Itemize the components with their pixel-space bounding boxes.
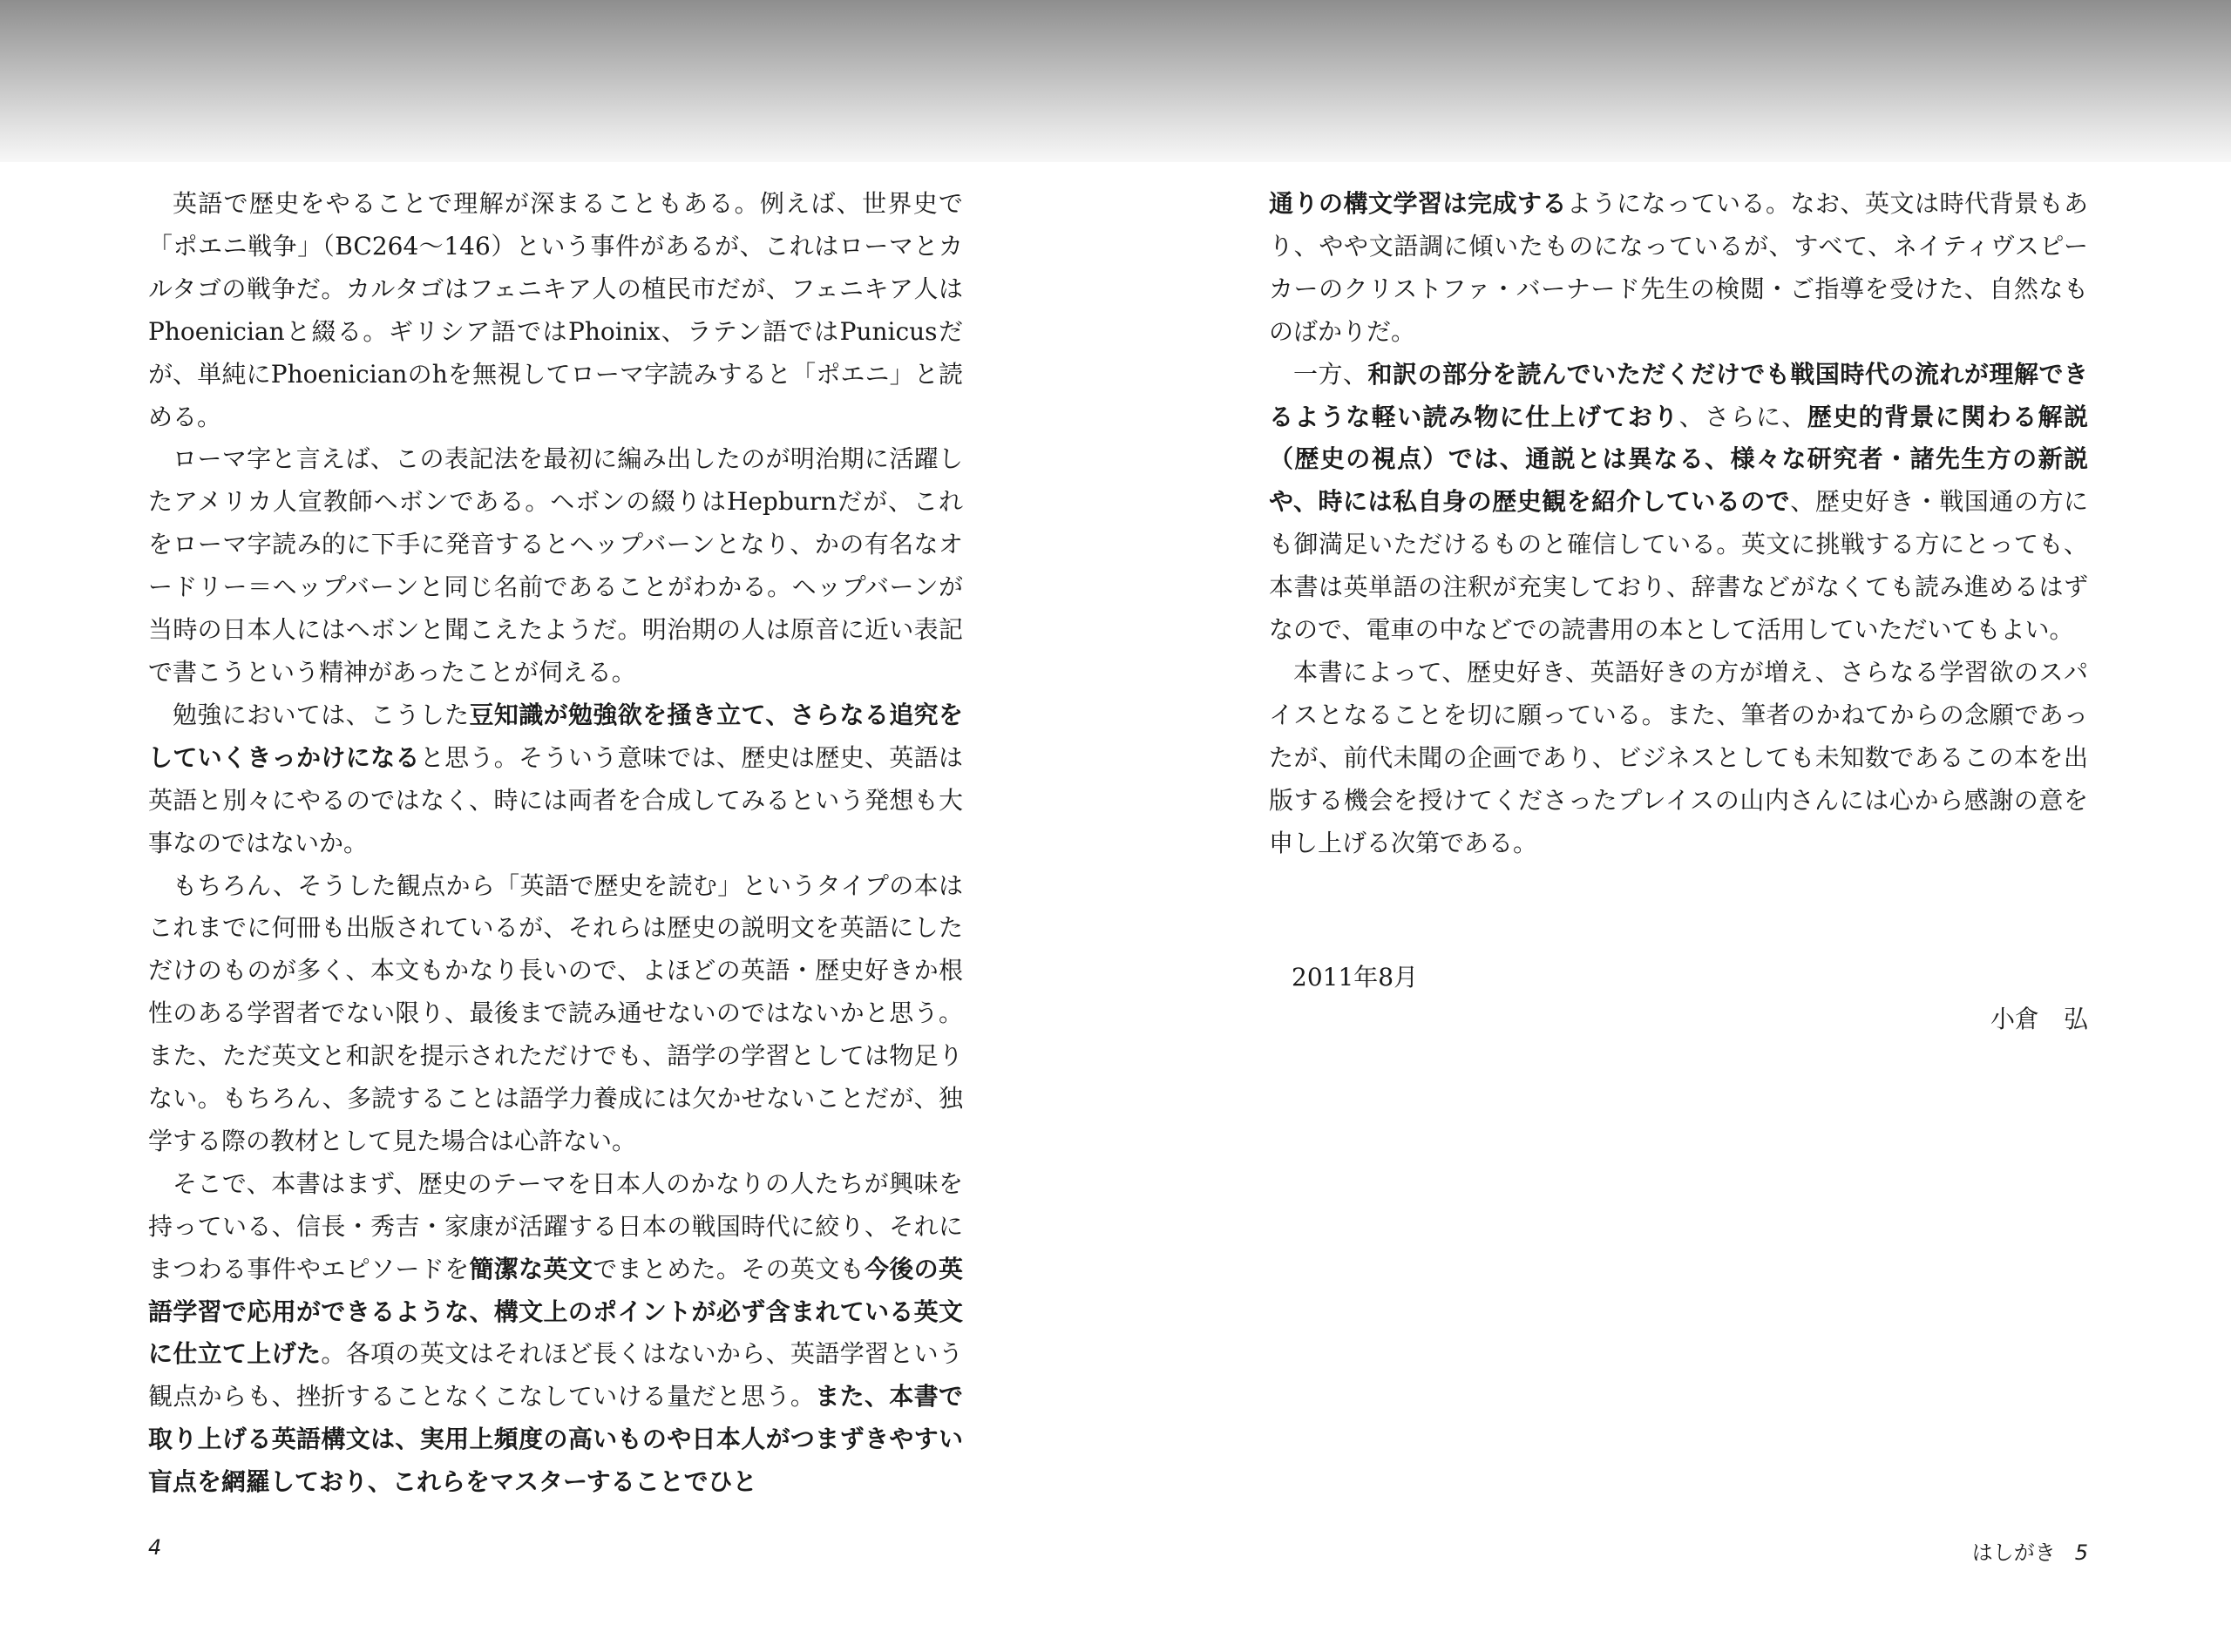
bold-text-run: 歴史的背景に関わる解説（歴史の視点）では、通説とは異なる、様々な研究者・諸先生方の新説や、時には私自身の歴史観を紹介しているので	[1269, 402, 2088, 517]
bold-text-run: また、本書で取り上げる英語構文は、実用上頻度の高いものや日本人がつまずきやすい盲点を網羅しており、これらをマスターすることでひと	[148, 1382, 963, 1497]
paragraph	[1269, 183, 2088, 354]
paragraph	[148, 438, 963, 694]
preface-date: 2011年8月	[1292, 963, 1419, 992]
paragraph	[148, 694, 963, 865]
text-run: 一方、	[1293, 359, 1368, 389]
text-run: 、さらに、	[1678, 402, 1807, 431]
text-run: 本書によって、歴史好き、英語好きの方が増え、さらなる学習欲のスパイスとなることを切に願っている。また、筆者のかねてからの念願であったが、前代未聞の企画であり、ビジネスとしても未知数であるこの本を出版する機会を授けてくださったプレイスの山内さんには心から感謝の意を申し上げる次第である。	[1269, 657, 2088, 857]
top-gradient-band	[0, 0, 2231, 162]
author-name: 小倉 弘	[1990, 1005, 2088, 1033]
paragraph	[1269, 652, 2088, 865]
text-run: 勉強においては、こうした	[173, 700, 470, 729]
text-run: と思う。そういう意味では、歴史は歴史、英語は英語と別々にやるのではなく、時には両者を合成してみるという発想も大事なのではないか。	[148, 742, 963, 857]
bold-text-run: 簡潔な英文	[469, 1254, 593, 1283]
page-number-left: 4	[148, 1535, 162, 1560]
page-number-right: 5	[2074, 1540, 2088, 1565]
text-run: そこで、本書はまず、歴史のテーマを日本人のかなりの人たちが興味を持っている、信長・秀吉・家康が活躍する日本の戦国時代に絞り、それにまつわる事件やエピソードを	[148, 1168, 963, 1283]
text-run: もちろん、そうした観点から「英語で歴史を読む」というタイプの本はこれまでに何冊も出版されているが、それらは歴史の説明文を英語にしただけのものが多く、本文もかなり長いので、よほどの英語・歴史好きか根性のある学習者でない限り、最後まで読み通せないのではないかと思う。また、ただ英文と和訳を提示されただけでも、語学の学習としては物足りない。もちろん、多読することは語学力養成には欠かせないことだが、独学する際の教材として見た場合は心許ない。	[148, 870, 963, 1155]
bold-text-run: 今後の英語学習で応用ができるような、構文上のポイントが必ず含まれている英文に仕立て上げた	[148, 1254, 963, 1369]
paragraph	[148, 1163, 963, 1504]
paragraph	[148, 183, 963, 438]
text-run: 英語で歴史をやることで理解が深まることもある。例えば、世界史で「ポエニ戦争」（BC264〜146）という事件があるが、これはローマとカルタゴの戦争だ。カルタゴはフェニキア人の植民市だが、フェニキア人はPhoenicianと綴る。ギリシア語ではPhoinix、ラテン語ではPunicusだが、単純にPhoenicianのhを無視してローマ字読みすると「ポエニ」と読める。	[148, 189, 963, 431]
running-head: はしがき	[1971, 1540, 2056, 1565]
paragraph	[1269, 354, 2088, 652]
right-footer	[1830, 1535, 2088, 1566]
text-run: ようになっている。なお、英文は時代背景もあり、やや文語調に傾いたものになっているが、すべて、ネイティヴスピーカーのクリストファ・バーナード先生の検閲・ご指導を受けた、自然なものばかりだ。	[1269, 189, 2088, 346]
left-page-body	[148, 183, 963, 1504]
paragraph	[148, 865, 963, 1163]
bold-text-run: 通りの構文学習は完成する	[1269, 189, 1567, 218]
text-run: でまとめた。その英文も	[593, 1254, 865, 1283]
bold-text-run: 豆知識が勉強欲を掻き立て、さらなる追究をしていくきっかけになる	[148, 700, 963, 772]
right-page-body	[1269, 183, 2088, 865]
bold-text-run: 和訳の部分を読んでいただくだけでも戦国時代の流れが理解できるような軽い読み物に仕上げており	[1269, 359, 2088, 431]
text-run: 。各項の英文はそれほど長くはないから、英語学習という観点からも、挫折することなくこなしていける量だと思う。	[148, 1339, 963, 1412]
text-run: ローマ字と言えば、この表記法を最初に編み出したのが明治期に活躍したアメリカ人宣教師ヘボンである。ヘボンの綴りはHepburnだが、これをローマ字読み的に下手に発音するとヘップバーンとなり、かの有名なオードリー＝ヘップバーンと同じ名前であることがわかる。ヘップバーンが当時の日本人にはヘボンと聞こえたようだ。明治期の人は原音に近い表記で書こうという精神があったことが伺える。	[148, 444, 963, 687]
text-run: 、歴史好き・戦国通の方にも御満足いただけるものと確信している。英文に挑戦する方にとっても、本書は英単語の注釈が充実しており、辞書などがなくても読み進めるはずなので、電車の中などでの読書用の本として活用していただいてもよい。	[1269, 487, 2088, 645]
